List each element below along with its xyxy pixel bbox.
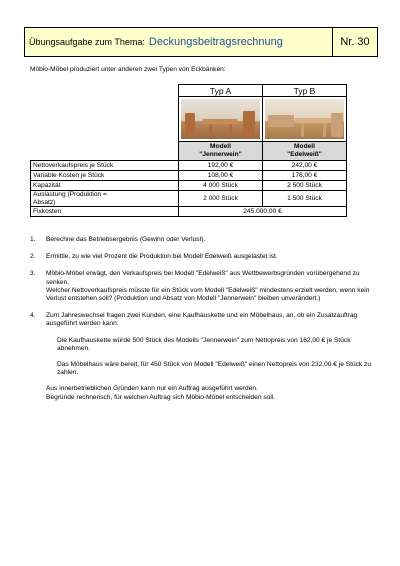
title-prefix: Übungsaufgabe zum Thema: — [29, 37, 145, 47]
list-item: 1. Berechne das Betriebsergebnis (Gewinn oder Verlust). — [30, 236, 206, 243]
list-item: 2. Ermittle, zu wie viel Prozent die Produktion bei Modell Edelweiß ausgelastet ist. — [30, 253, 278, 261]
question-list — [30, 236, 375, 411]
table-row: Kapazität 4 000 Stück 2 500 Stück — [31, 181, 347, 191]
table-row: Auslastung (Produktion = Absatz) 2 000 Stück 1 500 Stück — [31, 191, 347, 207]
table-row: Fixkosten 245.000,00 € — [31, 207, 347, 217]
model-a-heading: Modell "Jennerwein" — [179, 142, 263, 161]
empty-corner — [31, 85, 179, 161]
corner-bench-b-image — [265, 99, 344, 139]
intro-text: Möbio-Möbel produziert unter anderen zwei Typen von Eckbänken: — [30, 66, 226, 73]
product-table — [30, 84, 347, 217]
type-a-photo-cell — [179, 97, 263, 142]
exercise-number: Nr. 30 — [340, 36, 370, 48]
list-item: 4. Zum Jahreswechsel fragen zwei Kunden, eine Kaufhauskette und ein Möbelhaus, an, ob ein Zusatzauftrag ausgeführt werden kann: Die Kaufhauskette würde 500 Stück des Modells "Jennerwein" zum Nettopreis von 162,00 € je Stück abnehmen. Das Möbelhaus wäre bereit, für 450 Stück von Modell "Edelweiß" einen Nettopreis von 232,00 € je Stück zu zahlen. Aus innerbetrieblichen Gründen kann nur ein Auftrag ausgeführt werden. Begründe rechnerisch, für welchen Auftrag sich Möbio-Möbel entscheiden soll. — [30, 312, 375, 402]
table-row: Variable Kosten je Stück 108,00 € 176,00 € — [31, 171, 347, 181]
type-a-heading: Typ A — [179, 85, 263, 97]
model-b-heading: Modell "Edelweiß" — [263, 142, 347, 161]
order-options: Die Kaufhauskette würde 500 Stück des Modells "Jennerwein" zum Nettopreis von 162,00 € je Stück abnehmen. Das Möbelhaus wäre bereit, für 450 Stück von Modell "Edelweiß" einen Nettopreis von 232,00 € je Stück zu zahlen. — [57, 336, 372, 377]
type-b-photo-cell — [263, 97, 347, 142]
title-bar — [24, 27, 378, 57]
title-topic: Deckungsbeitragsrechnung — [148, 36, 283, 48]
type-b-heading: Typ B — [263, 85, 347, 97]
list-item: 3. Möbio-Möbel erwägt, den Verkaufspreis bei Modell "Edelweiß" aus Wettbewerbsgründen vorübergehend zu senken. Welcher Nettoverkaufspreis müsste für ein Stück vom Modell "Edelweiß" mindestens erzielt werden, wenn kein Verlust entstehen soll? (Produktion und Absatz von Modell "Jennerwein" bleiben unverändert.) — [30, 270, 370, 303]
corner-bench-a-image — [181, 99, 260, 139]
title-topic-cell — [25, 28, 333, 56]
table-row: Nettoverkaufspreis je Stück 192,00 € 242,00 € — [31, 161, 347, 171]
